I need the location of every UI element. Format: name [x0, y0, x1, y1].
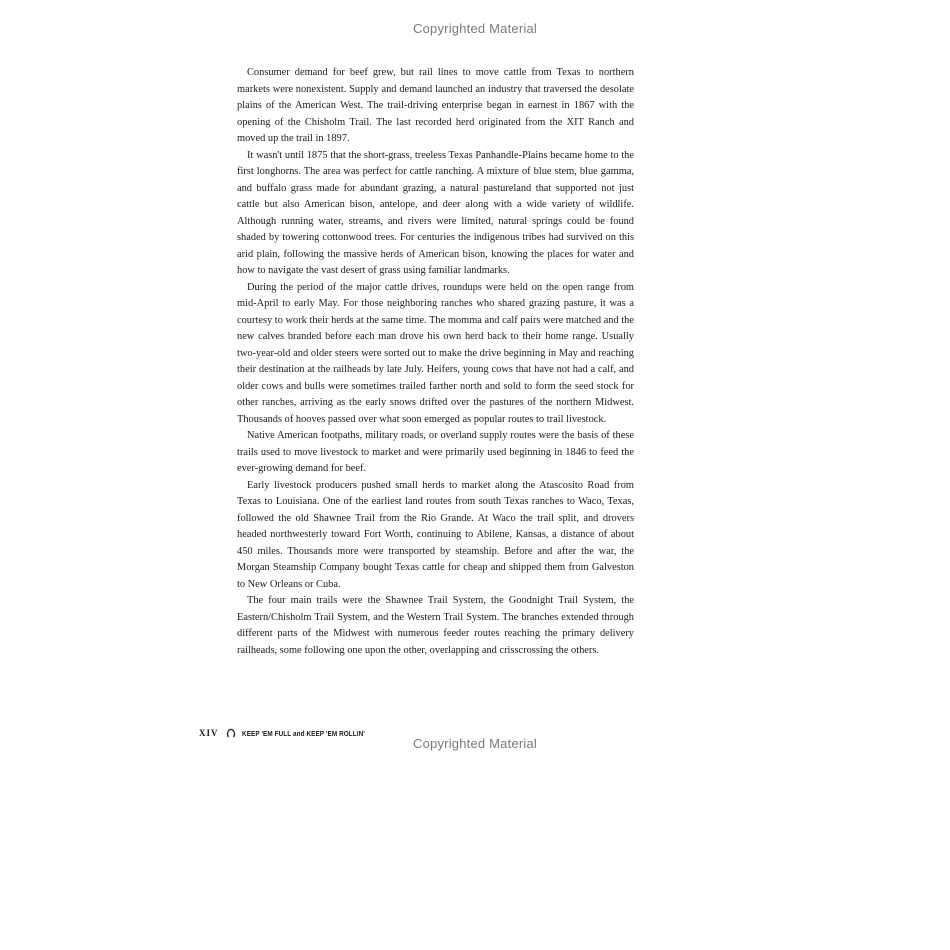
paragraph-5: Early livestock producers pushed small herds to market along the Atascosito Road from Texas to Louisiana. One of the earliest land routes from south Texas ranches to Waco, Texas, followed the old Shawnee Trail from the Rio Grande. At Waco the trail split, and drovers headed northwesterly toward Fort Worth, continuing to Abilene, Kansas, a distance of about 450 miles. Thousands more were transported by steamship. Before and after the war, the Morgan Steamship Company bought Texas cattle for cheap and shipped them from Galveston to New Orleans or Cuba.	[237, 479, 634, 590]
paragraph-2: It wasn't until 1875 that the short-grass, treeless Texas Panhandle-Plains became home to the first longhorns. The area was perfect for cattle ranching. A mixture of blue stem, blue gamma, and buffalo grass made for abundant grazing, a natural pastureland that supported not just cattle but also American bison, antelope, and deer along with a wide variety of wildlife. Although running water, streams, and rivers were limited, natural springs could be found shaded by towering cottonwood trees. For centuries the indigenous tribes had survived on this arid plain, following the massive herds of American bison, knowing the places for water and how to navigate the vast desert of grass using familiar landmarks.	[237, 149, 634, 276]
paragraph-6: The four main trails were the Shawnee Trail System, the Goodnight Trail System, the Eastern/Chisholm Trail System, and the Western Trail System. The branches extended through different parts of the Midwest with numerous feeder routes reaching the primary delivery railheads, some following one upon the other, overlapping and crisscrossing the others.	[237, 595, 634, 656]
page-number: XIV	[199, 728, 219, 738]
paragraph-4: Native American footpaths, military roads, or overland supply routes were the basis of these trails used to move livestock to market and were primarily used beginning in 1846 to feed the ever-growing demand for beef.	[237, 430, 634, 474]
copyright-watermark-bottom: Copyrighted Material	[413, 736, 537, 751]
body-text	[237, 65, 634, 659]
copyright-watermark-top: Copyrighted Material	[413, 21, 537, 36]
paragraph-1: Consumer demand for beef grew, but rail lines to move cattle from Texas to northern markets were nonexistent. Supply and demand launched an industry that traversed the desolate plains of the American West. The trail-driving enterprise began in earnest in 1867 with the opening of the Chisholm Trail. The last recorded herd originated from the XIT Ranch and moved up the trail in 1897.	[237, 67, 634, 144]
paragraph-3: During the period of the major cattle drives, roundups were held on the open range from mid-April to early May. For those neighboring ranches who shared grazing pasture, it was a courtesy to work their herds at the same time. The momma and calf pairs were matched and the new calves branded before each man drove his own herd back to their home range. Usually two-year-old and older steers were sorted out to make the drive beginning in May and reaching their destination at the railheads by late July. Heifers, young cows that have not had a calf, and older cows and bulls were sometimes trailed farther north and sold to form the seed stock for other ranches, arriving as the early snows drifted over the pastures of the northern Midwest. Thousands of hooves passed over what soon emerged as popular routes to trail livestock.	[237, 281, 634, 425]
running-title: KEEP 'EM FULL and KEEP 'EM ROLLIN'	[241, 728, 365, 738]
